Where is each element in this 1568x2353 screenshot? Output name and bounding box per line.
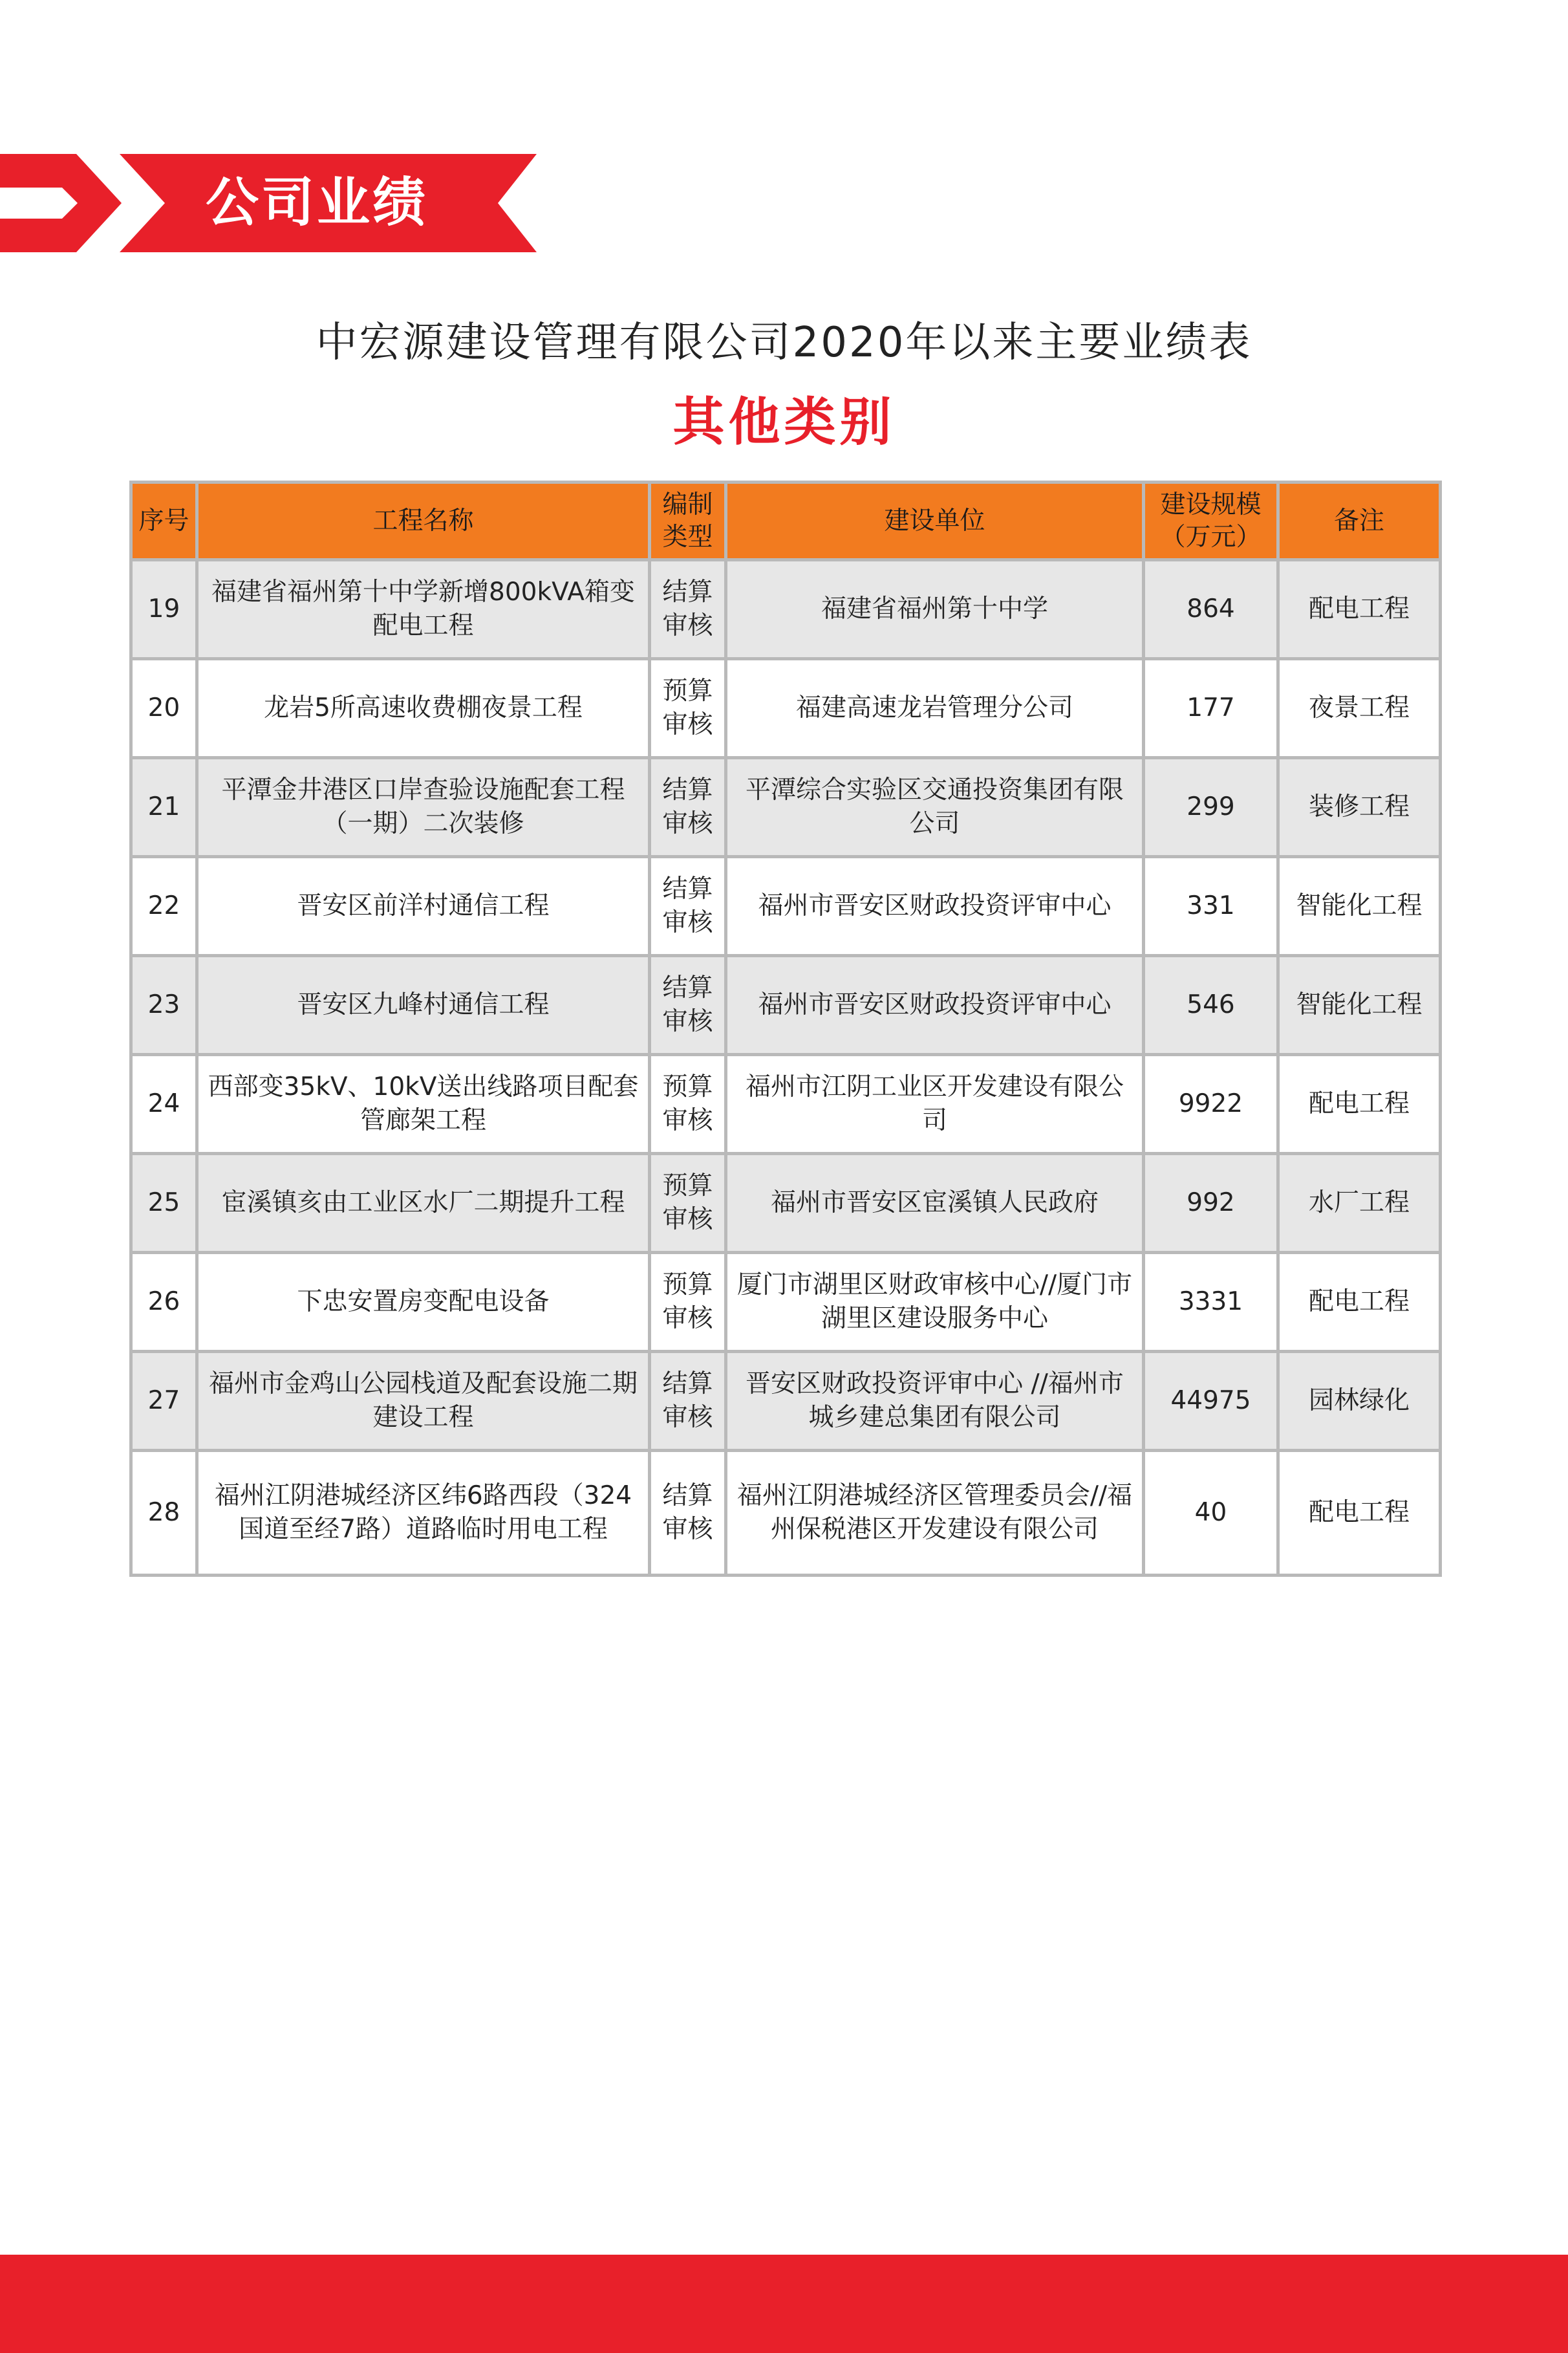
column-header-seq: 序号 xyxy=(131,483,197,560)
cell-seq: 24 xyxy=(131,1055,197,1154)
cell-seq: 19 xyxy=(131,560,197,659)
footer-band xyxy=(0,2255,1568,2353)
cell-seq: 27 xyxy=(131,1352,197,1451)
cell-seq: 28 xyxy=(131,1451,197,1576)
cell-scale: 3331 xyxy=(1144,1253,1278,1352)
cell-name: 龙岩5所高速收费棚夜景工程 xyxy=(197,659,650,758)
cell-name: 福州市金鸡山公园栈道及配套设施二期建设工程 xyxy=(197,1352,650,1451)
table-row xyxy=(131,857,1441,956)
cell-unit: 福州市晋安区宦溪镇人民政府 xyxy=(726,1154,1144,1253)
cell-scale: 331 xyxy=(1144,857,1278,956)
cell-scale: 299 xyxy=(1144,758,1278,857)
cell-remark: 配电工程 xyxy=(1278,560,1441,659)
table-header-row xyxy=(131,483,1441,560)
cell-name: 平潭金井港区口岸查验设施配套工程（一期）二次装修 xyxy=(197,758,650,857)
table-row xyxy=(131,1352,1441,1451)
table-row xyxy=(131,1451,1441,1576)
cell-seq: 26 xyxy=(131,1253,197,1352)
cell-scale: 40 xyxy=(1144,1451,1278,1576)
cell-unit: 平潭综合实验区交通投资集团有限公司 xyxy=(726,758,1144,857)
table-row xyxy=(131,1055,1441,1154)
table-row xyxy=(131,1253,1441,1352)
section-banner xyxy=(0,154,543,252)
column-header-unit: 建设单位 xyxy=(726,483,1144,560)
cell-remark: 配电工程 xyxy=(1278,1451,1441,1576)
cell-unit: 福州市晋安区财政投资评审中心 xyxy=(726,956,1144,1055)
cell-remark: 园林绿化 xyxy=(1278,1352,1441,1451)
cell-name: 宦溪镇亥由工业区水厂二期提升工程 xyxy=(197,1154,650,1253)
cell-unit: 厦门市湖里区财政审核中心//厦门市湖里区建设服务中心 xyxy=(726,1253,1144,1352)
cell-unit: 晋安区财政投资评审中心 //福州市城乡建总集团有限公司 xyxy=(726,1352,1144,1451)
performance-table xyxy=(129,481,1442,1577)
cell-name: 下忠安置房变配电设备 xyxy=(197,1253,650,1352)
cell-remark: 装修工程 xyxy=(1278,758,1441,857)
cell-remark: 配电工程 xyxy=(1278,1055,1441,1154)
cell-type: 结算审核 xyxy=(650,758,726,857)
table-row xyxy=(131,659,1441,758)
cell-seq: 25 xyxy=(131,1154,197,1253)
table-row xyxy=(131,1154,1441,1253)
cell-name: 福州江阴港城经济区纬6路西段（324国道至经7路）道路临时用电工程 xyxy=(197,1451,650,1576)
column-header-remark: 备注 xyxy=(1278,483,1441,560)
page-title: 中宏源建设管理有限公司2020年以来主要业绩表 xyxy=(316,319,1252,367)
cell-unit: 福州市江阴工业区开发建设有限公司 xyxy=(726,1055,1144,1154)
cell-remark: 配电工程 xyxy=(1278,1253,1441,1352)
cell-seq: 21 xyxy=(131,758,197,857)
cell-remark: 夜景工程 xyxy=(1278,659,1441,758)
column-header-scale: 建设规模（万元） xyxy=(1144,483,1278,560)
cell-type: 结算审核 xyxy=(650,1451,726,1576)
cell-seq: 23 xyxy=(131,956,197,1055)
cell-scale: 44975 xyxy=(1144,1352,1278,1451)
cell-type: 预算审核 xyxy=(650,659,726,758)
chevron-right-icon xyxy=(0,154,122,252)
cell-seq: 20 xyxy=(131,659,197,758)
banner-label: 公司业绩 xyxy=(205,172,428,233)
cell-remark: 智能化工程 xyxy=(1278,956,1441,1055)
cell-type: 结算审核 xyxy=(650,1352,726,1451)
cell-type: 结算审核 xyxy=(650,560,726,659)
cell-type: 结算审核 xyxy=(650,857,726,956)
cell-scale: 864 xyxy=(1144,560,1278,659)
cell-scale: 9922 xyxy=(1144,1055,1278,1154)
table-row xyxy=(131,956,1441,1055)
cell-name: 晋安区前洋村通信工程 xyxy=(197,857,650,956)
cell-name: 西部变35kV、10kV送出线路项目配套管廊架工程 xyxy=(197,1055,650,1154)
cell-unit: 福州市晋安区财政投资评审中心 xyxy=(726,857,1144,956)
cell-scale: 546 xyxy=(1144,956,1278,1055)
table-row xyxy=(131,560,1441,659)
table-row xyxy=(131,758,1441,857)
cell-unit: 福建省福州第十中学 xyxy=(726,560,1144,659)
cell-scale: 992 xyxy=(1144,1154,1278,1253)
cell-unit: 福州江阴港城经济区管理委员会//福州保税港区开发建设有限公司 xyxy=(726,1451,1144,1576)
cell-scale: 177 xyxy=(1144,659,1278,758)
cell-type: 预算审核 xyxy=(650,1253,726,1352)
cell-name: 福建省福州第十中学新增800kVA箱变配电工程 xyxy=(197,560,650,659)
column-header-name: 工程名称 xyxy=(197,483,650,560)
cell-seq: 22 xyxy=(131,857,197,956)
cell-type: 预算审核 xyxy=(650,1055,726,1154)
cell-name: 晋安区九峰村通信工程 xyxy=(197,956,650,1055)
cell-type: 结算审核 xyxy=(650,956,726,1055)
column-header-type: 编制类型 xyxy=(650,483,726,560)
cell-type: 预算审核 xyxy=(650,1154,726,1253)
cell-unit: 福建高速龙岩管理分公司 xyxy=(726,659,1144,758)
cell-remark: 智能化工程 xyxy=(1278,857,1441,956)
page-subtitle: 其他类别 xyxy=(672,392,896,452)
cell-remark: 水厂工程 xyxy=(1278,1154,1441,1253)
